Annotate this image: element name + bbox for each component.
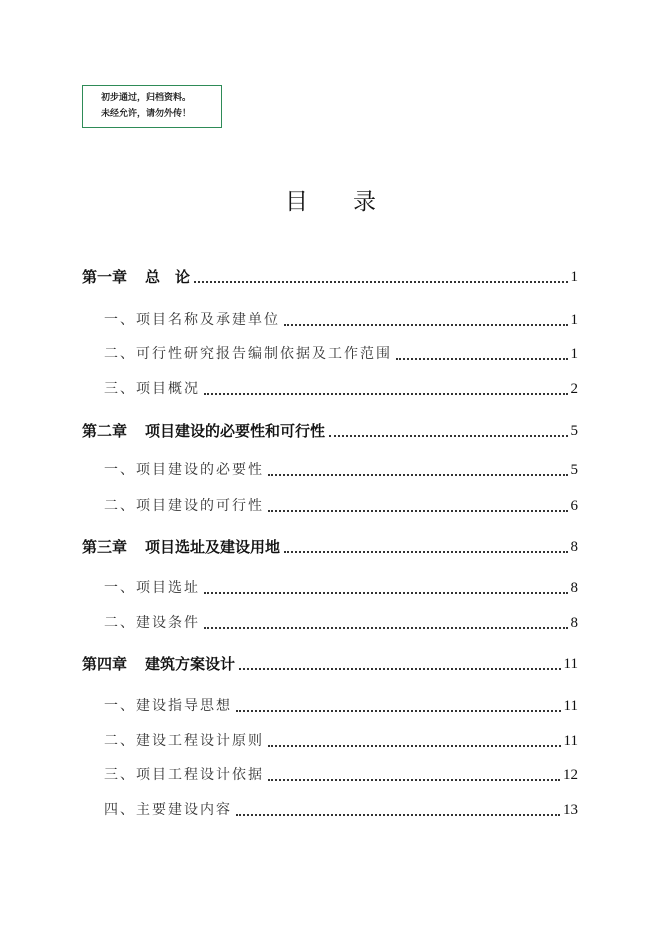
toc-dot-leader [268,509,568,512]
toc-entry-label: 一、项目建设的必要性 [104,462,264,478]
toc-entry-4-2[interactable] [104,730,578,752]
toc-entry-label: 第一章 总 论 [82,268,191,286]
toc-dot-leader [329,434,567,437]
toc-entry-chapter-4[interactable] [82,653,578,675]
toc-dot-leader [268,778,560,781]
toc-entry-2-2[interactable] [104,495,578,517]
toc-entry-page: 8 [570,580,578,596]
toc-entry-page: 11 [563,698,578,714]
toc-entry-page: 5 [570,423,578,439]
toc-entry-4-4[interactable] [104,799,578,821]
toc-dot-leader [204,626,568,629]
toc-dot-leader [236,709,561,712]
toc-entry-page: 5 [570,462,578,478]
toc-dot-leader [396,357,568,360]
toc-entry-label: 三、项目概况 [104,381,200,397]
toc-entry-label: 第四章 建筑方案设计 [82,655,236,673]
toc-entry-label: 二、建设工程设计原则 [104,733,264,749]
toc-dot-leader [268,744,561,747]
toc-entry-4-1[interactable] [104,695,578,717]
toc-entry-label: 二、可行性研究报告编制依据及工作范围 [104,346,392,362]
toc-entry-label: 第二章 项目建设的必要性和可行性 [82,422,326,440]
toc-entry-1-2[interactable] [104,343,578,365]
toc-entry-1-1[interactable] [104,309,578,331]
stamp-line-1: 初步通过，归档资料。 [101,93,192,103]
toc-dot-leader [239,667,561,670]
toc-entry-label: 二、项目建设的可行性 [104,498,264,514]
toc-entry-page: 1 [570,312,578,328]
toc-entry-4-3[interactable] [104,764,578,786]
toc-entry-page: 8 [570,615,578,631]
toc-entry-page: 12 [563,767,578,783]
toc-entry-label: 二、建设条件 [104,615,200,631]
toc-entry-chapter-1[interactable] [82,266,578,288]
toc-entry-page: 6 [570,498,578,514]
toc-entry-label: 四、主要建设内容 [104,802,232,818]
toc-entry-label: 第三章 项目选址及建设用地 [82,538,281,556]
toc-dot-leader [204,591,568,594]
toc-entry-page: 1 [570,346,578,362]
toc-entry-2-1[interactable] [104,459,578,481]
toc-entry-label: 一、项目名称及承建单位 [104,312,280,328]
toc-entry-label: 三、项目工程设计依据 [104,767,264,783]
toc-title [0,186,662,218]
toc-entry-page: 2 [570,381,578,397]
toc-entry-label: 一、建设指导思想 [104,698,232,714]
toc-title-left: 目 [285,189,309,215]
toc-entry-page: 13 [563,802,578,818]
toc-entry-label: 一、项目选址 [104,580,200,596]
stamp-line-2: 未经允许，请勿外传！ [101,109,192,119]
toc-entry-chapter-3[interactable] [82,536,578,558]
toc-entry-page: 1 [570,269,578,285]
toc-entry-3-1[interactable] [104,577,578,599]
distribution-notice-stamp [82,85,222,128]
toc-dot-leader [284,550,567,553]
toc-entry-page: 11 [563,733,578,749]
toc-entry-3-2[interactable] [104,612,578,634]
toc-entry-1-3[interactable] [104,378,578,400]
toc-entry-chapter-2[interactable] [82,420,578,442]
toc-dot-leader [204,392,568,395]
toc-title-right: 录 [353,189,377,215]
toc-dot-leader [236,813,560,816]
toc-dot-leader [194,280,567,283]
toc-dot-leader [268,473,568,476]
toc-entry-page: 8 [570,539,578,555]
toc-entry-page: 11 [563,656,578,672]
toc-dot-leader [284,323,568,326]
